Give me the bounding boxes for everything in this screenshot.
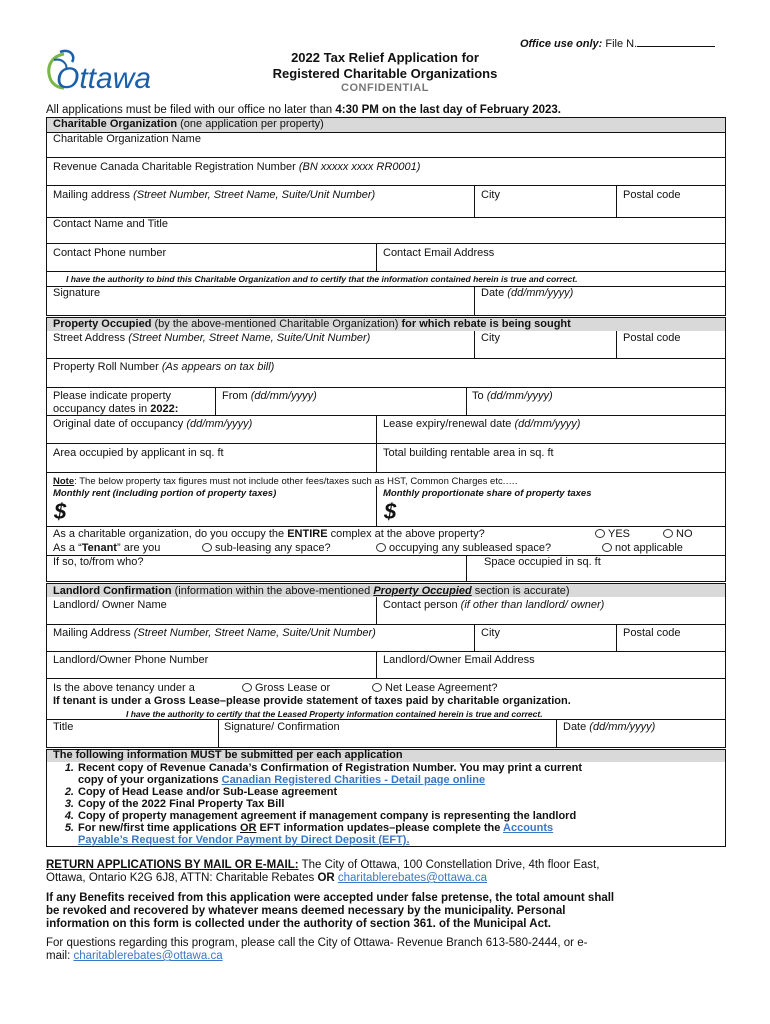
- area-occupied-field[interactable]: Area occupied by applicant in sq. ft: [53, 447, 224, 459]
- questions-line1: For questions regarding this program, please call the City of Ottawa- Revenue Branch 613-580-2444, or e-: [46, 937, 588, 949]
- sublease-party-field[interactable]: If so, to/from who?: [53, 556, 144, 568]
- authority-statement: I have the authority to bind this Charitable Organization and to certify that the information contained herein is true and correct.: [66, 274, 578, 284]
- return-instructions: RETURN APPLICATIONS BY MAIL OR E-MAIL: The City of Ottawa, 100 Constellation Drive, 4th floor East,: [46, 859, 600, 871]
- intro-text: All applications must be filed with our office no later than: [46, 104, 336, 116]
- landlord-phone-field[interactable]: Landlord/Owner Phone Number: [53, 654, 209, 666]
- warning-line3: information on this form is collected under the authority of section 361. of the Municipal Act.: [46, 918, 551, 930]
- tenant-question: As a “Tenant” are you: [53, 542, 161, 554]
- contact-person-field[interactable]: Contact person (if other than landlord/ owner): [383, 599, 605, 611]
- requirement-5: 5. For new/first time applications OR EFT information updates–please complete the Accounts: [64, 822, 554, 834]
- direct-deposit-link[interactable]: Payable’s Request for Vendor Payment by Direct Deposit (EFT).: [78, 834, 410, 846]
- from-date-field[interactable]: From (dd/mm/yyyy): [222, 390, 317, 402]
- entire-complex-question: As a charitable organization, do you occupy the ENTIRE complex at the above property?: [53, 528, 485, 540]
- warning-line1: If any Benefits received from this application were accepted under false pretense, the total amount shall: [46, 892, 615, 904]
- requirement-2: 2. Copy of Head Lease and/or Sub-Lease agreement: [64, 786, 338, 798]
- contact-phone-field[interactable]: Contact Phone number: [53, 247, 167, 259]
- original-occupancy-date-field[interactable]: Original date of occupancy (dd/mm/yyyy): [53, 418, 253, 430]
- office-use-label: [520, 36, 715, 50]
- city-field[interactable]: City: [481, 189, 500, 201]
- warning-line2: be revoked and recovered by whatever means deemed necessary by the municipality. Personal: [46, 905, 566, 917]
- occupying-sublease-option[interactable]: occupying any subleased space?: [376, 542, 551, 555]
- signature-field[interactable]: Signature: [53, 287, 101, 299]
- not-applicable-option[interactable]: not applicable: [602, 542, 683, 555]
- contact-name-field[interactable]: Contact Name and Title: [53, 218, 168, 230]
- entire-no-option[interactable]: NO: [663, 528, 693, 541]
- landlord-date-field[interactable]: Date (dd/mm/yyyy): [563, 721, 656, 733]
- subleasing-radio-icon[interactable]: [202, 543, 212, 552]
- signature-date-field[interactable]: Date (dd/mm/yyyy): [481, 287, 574, 299]
- no-radio-icon[interactable]: [663, 529, 673, 538]
- file-no-label: File N.: [605, 38, 638, 50]
- landlord-mailing-field[interactable]: Mailing Address (Street Number, Street Name, Suite/Unit Number): [53, 627, 376, 639]
- net-lease-option[interactable]: Net Lease Agreement?: [372, 682, 498, 695]
- street-address-field[interactable]: Street Address (Street Number, Street Name, Suite/Unit Number): [53, 332, 371, 344]
- space-occupied-field[interactable]: Space occupied in sq. ft: [484, 556, 601, 568]
- filing-deadline-text: [46, 104, 561, 116]
- occupancy-dates-label: Please indicate property: [53, 390, 172, 402]
- return-email-link[interactable]: charitablerebates@ottawa.ca: [337, 872, 488, 884]
- requirement-5-cont: [56, 834, 410, 847]
- requirement-3: 3. Copy of the 2022 Final Property Tax Bill: [64, 798, 285, 810]
- requirement-4: 4. Copy of property management agreement if management company is representing the landlord: [64, 810, 577, 822]
- yes-radio-icon[interactable]: [595, 529, 605, 538]
- monthly-rent-dollar[interactable]: $: [54, 499, 67, 524]
- lease-expiry-field[interactable]: Lease expiry/renewal date (dd/mm/yyyy): [383, 418, 581, 430]
- monthly-tax-share-label: Monthly proportionate share of property taxes: [383, 488, 592, 499]
- gross-lease-radio-icon[interactable]: [242, 683, 252, 692]
- monthly-share-dollar[interactable]: $: [384, 499, 397, 524]
- return-instructions-2: Ottawa, Ontario K2G 6J8, ATTN: Charitable Rebates OR charitablerebates@ottawa.ca: [46, 872, 488, 884]
- landlord-title-field[interactable]: Title: [53, 721, 74, 733]
- charitable-org-heading: Charitable Organization (one application per property): [53, 118, 324, 130]
- to-date-field[interactable]: To (dd/mm/yyyy): [472, 390, 553, 402]
- gross-lease-note: If tenant is under a Gross Lease–please provide statement of taxes paid by charitable organization.: [53, 695, 571, 707]
- entire-yes-option[interactable]: YES: [595, 528, 630, 541]
- requirement-1-cont: copy of your organizations Canadian Registered Charities - Detail page online: [78, 774, 486, 786]
- landlord-signature-field[interactable]: Signature/ Confirmation: [224, 721, 340, 733]
- office-use-text: Office use only:: [520, 38, 603, 50]
- occupancy-dates-label-2: occupancy dates in 2022:: [53, 403, 179, 415]
- total-area-field[interactable]: Total building rentable area in sq. ft: [383, 447, 554, 459]
- landlord-city-field[interactable]: City: [481, 627, 500, 639]
- questions-email-link[interactable]: charitablerebates@ottawa.ca: [73, 950, 223, 962]
- file-no-blank[interactable]: [637, 36, 715, 47]
- accounts-payable-link[interactable]: Accounts: [503, 822, 554, 834]
- charities-detail-link[interactable]: Canadian Registered Charities - Detail page online: [221, 774, 486, 786]
- org-name-field[interactable]: Charitable Organization Name: [53, 133, 201, 145]
- subleasing-option[interactable]: sub-leasing any space?: [202, 542, 331, 555]
- tenancy-question: Is the above tenancy under a: [53, 682, 195, 694]
- contact-email-field[interactable]: Contact Email Address: [383, 247, 495, 259]
- form-title-line1: 2022 Tax Relief Application for: [291, 50, 479, 65]
- net-lease-radio-icon[interactable]: [372, 683, 382, 692]
- postal-code-field[interactable]: Postal code: [623, 189, 681, 201]
- not-applicable-radio-icon[interactable]: [602, 543, 612, 552]
- landlord-postal-field[interactable]: Postal code: [623, 627, 681, 639]
- property-postal-field[interactable]: Postal code: [623, 332, 681, 344]
- gross-lease-option[interactable]: Gross Lease or: [242, 682, 330, 695]
- monthly-rent-label: Monthly rent (including portion of property taxes): [53, 488, 277, 499]
- questions-line2: mail: charitablerebates@ottawa.ca: [46, 950, 223, 962]
- landlord-name-field[interactable]: Landlord/ Owner Name: [53, 599, 167, 611]
- form-title-line2: Registered Charitable Organizations: [272, 66, 498, 81]
- mailing-address-field[interactable]: Mailing address (Street Number, Street Name, Suite/Unit Number): [53, 189, 376, 201]
- requirement-1: 1. Recent copy of Revenue Canada’s Confirmation of Registration Number. You may print a current: [64, 762, 583, 774]
- landlord-authority: I have the authority to certify that the Leased Property information contained herein is true and correct.: [126, 709, 543, 719]
- property-city-field[interactable]: City: [481, 332, 500, 344]
- tax-note: Note: The below property tax figures must not include other fees/taxes such as HST, Common Charges etc.….: [53, 476, 518, 487]
- intro-deadline: 4:30 PM on the last day of February 2023.: [335, 104, 561, 116]
- landlord-email-field[interactable]: Landlord/Owner Email Address: [383, 654, 535, 666]
- registration-number-field[interactable]: Revenue Canada Charitable Registration Number (BN xxxxx xxxx RR0001): [53, 161, 421, 173]
- svg-text:Ottawa: Ottawa: [56, 62, 152, 95]
- occupying-radio-icon[interactable]: [376, 543, 386, 552]
- landlord-heading: Landlord Confirmation (information within the above-mentioned Property Occupied section is accurate): [53, 585, 570, 597]
- property-roll-field[interactable]: Property Roll Number (As appears on tax bill): [53, 361, 275, 373]
- confidential-label: CONFIDENTIAL: [341, 82, 429, 94]
- requirements-heading: The following information MUST be submitted per each application: [53, 749, 403, 761]
- property-occupied-heading: Property Occupied (by the above-mentioned Charitable Organization) for which rebate is being sought: [53, 318, 571, 330]
